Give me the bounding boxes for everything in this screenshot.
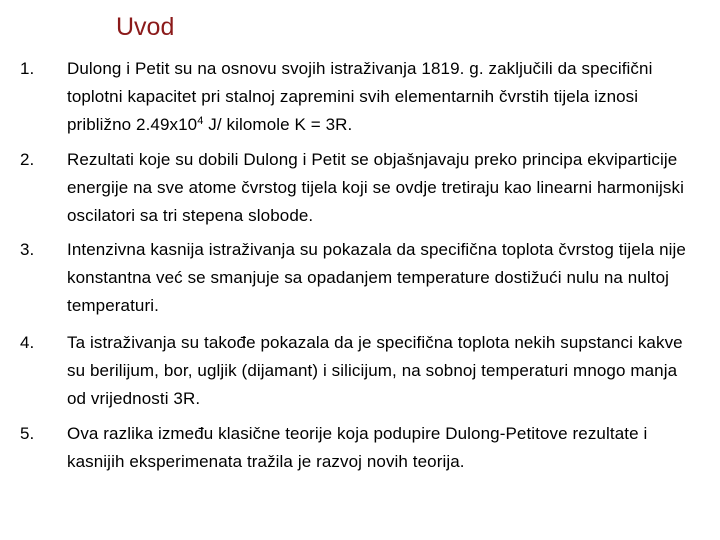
list-item-text: Rezultati koje su dobili Dulong i Petit se objašnjavaju preko principa ekviparticije energije na sve atome čvrstog tijela koji se ovdje tretiraju kao linearni harmonijski oscilatori sa tri stepena slobode. bbox=[67, 150, 685, 225]
list-item-number: 1. bbox=[20, 59, 35, 78]
list-item-text-tail: J/ kilomole K = 3R. bbox=[203, 115, 353, 134]
list-item-number: 5. bbox=[20, 424, 35, 443]
list-item-number: 4. bbox=[20, 333, 35, 352]
slide-title: Uvod bbox=[116, 13, 175, 41]
list-item-text: Ova razlika između klasične teorije koja podupire Dulong-Petitove rezultate i kasnijih eksperimenata tražila je razvoj novih teorija. bbox=[67, 424, 648, 471]
list-item-number: 3. bbox=[20, 240, 35, 259]
list-item-text-main: Dulong i Petit su na osnovu svojih istraživanja 1819. g. zaključili da specifični toplotni kapacitet pri stalnoj zapremini svih elementarnih čvrstih tijela iznosi približno 2.49x10 bbox=[67, 59, 653, 134]
list-item-text bbox=[67, 55, 697, 139]
list-item-text: Ta istraživanja su takođe pokazala da je specifična toplota nekih supstanci kakve su berilijum, bor, ugljik (dijamant) i silicijum, na sobnoj temperaturi mnogo manja od vrijednosti 3R. bbox=[67, 333, 683, 408]
exponent: 4 bbox=[197, 115, 204, 127]
list-item-text: Intenzivna kasnija istraživanja su pokazala da specifična toplota čvrstog tijela nije konstantna već se smanjuje sa opadanjem temperature dostižući nulu na nultoj temperaturi. bbox=[67, 240, 686, 315]
list-item-number: 2. bbox=[20, 150, 35, 169]
